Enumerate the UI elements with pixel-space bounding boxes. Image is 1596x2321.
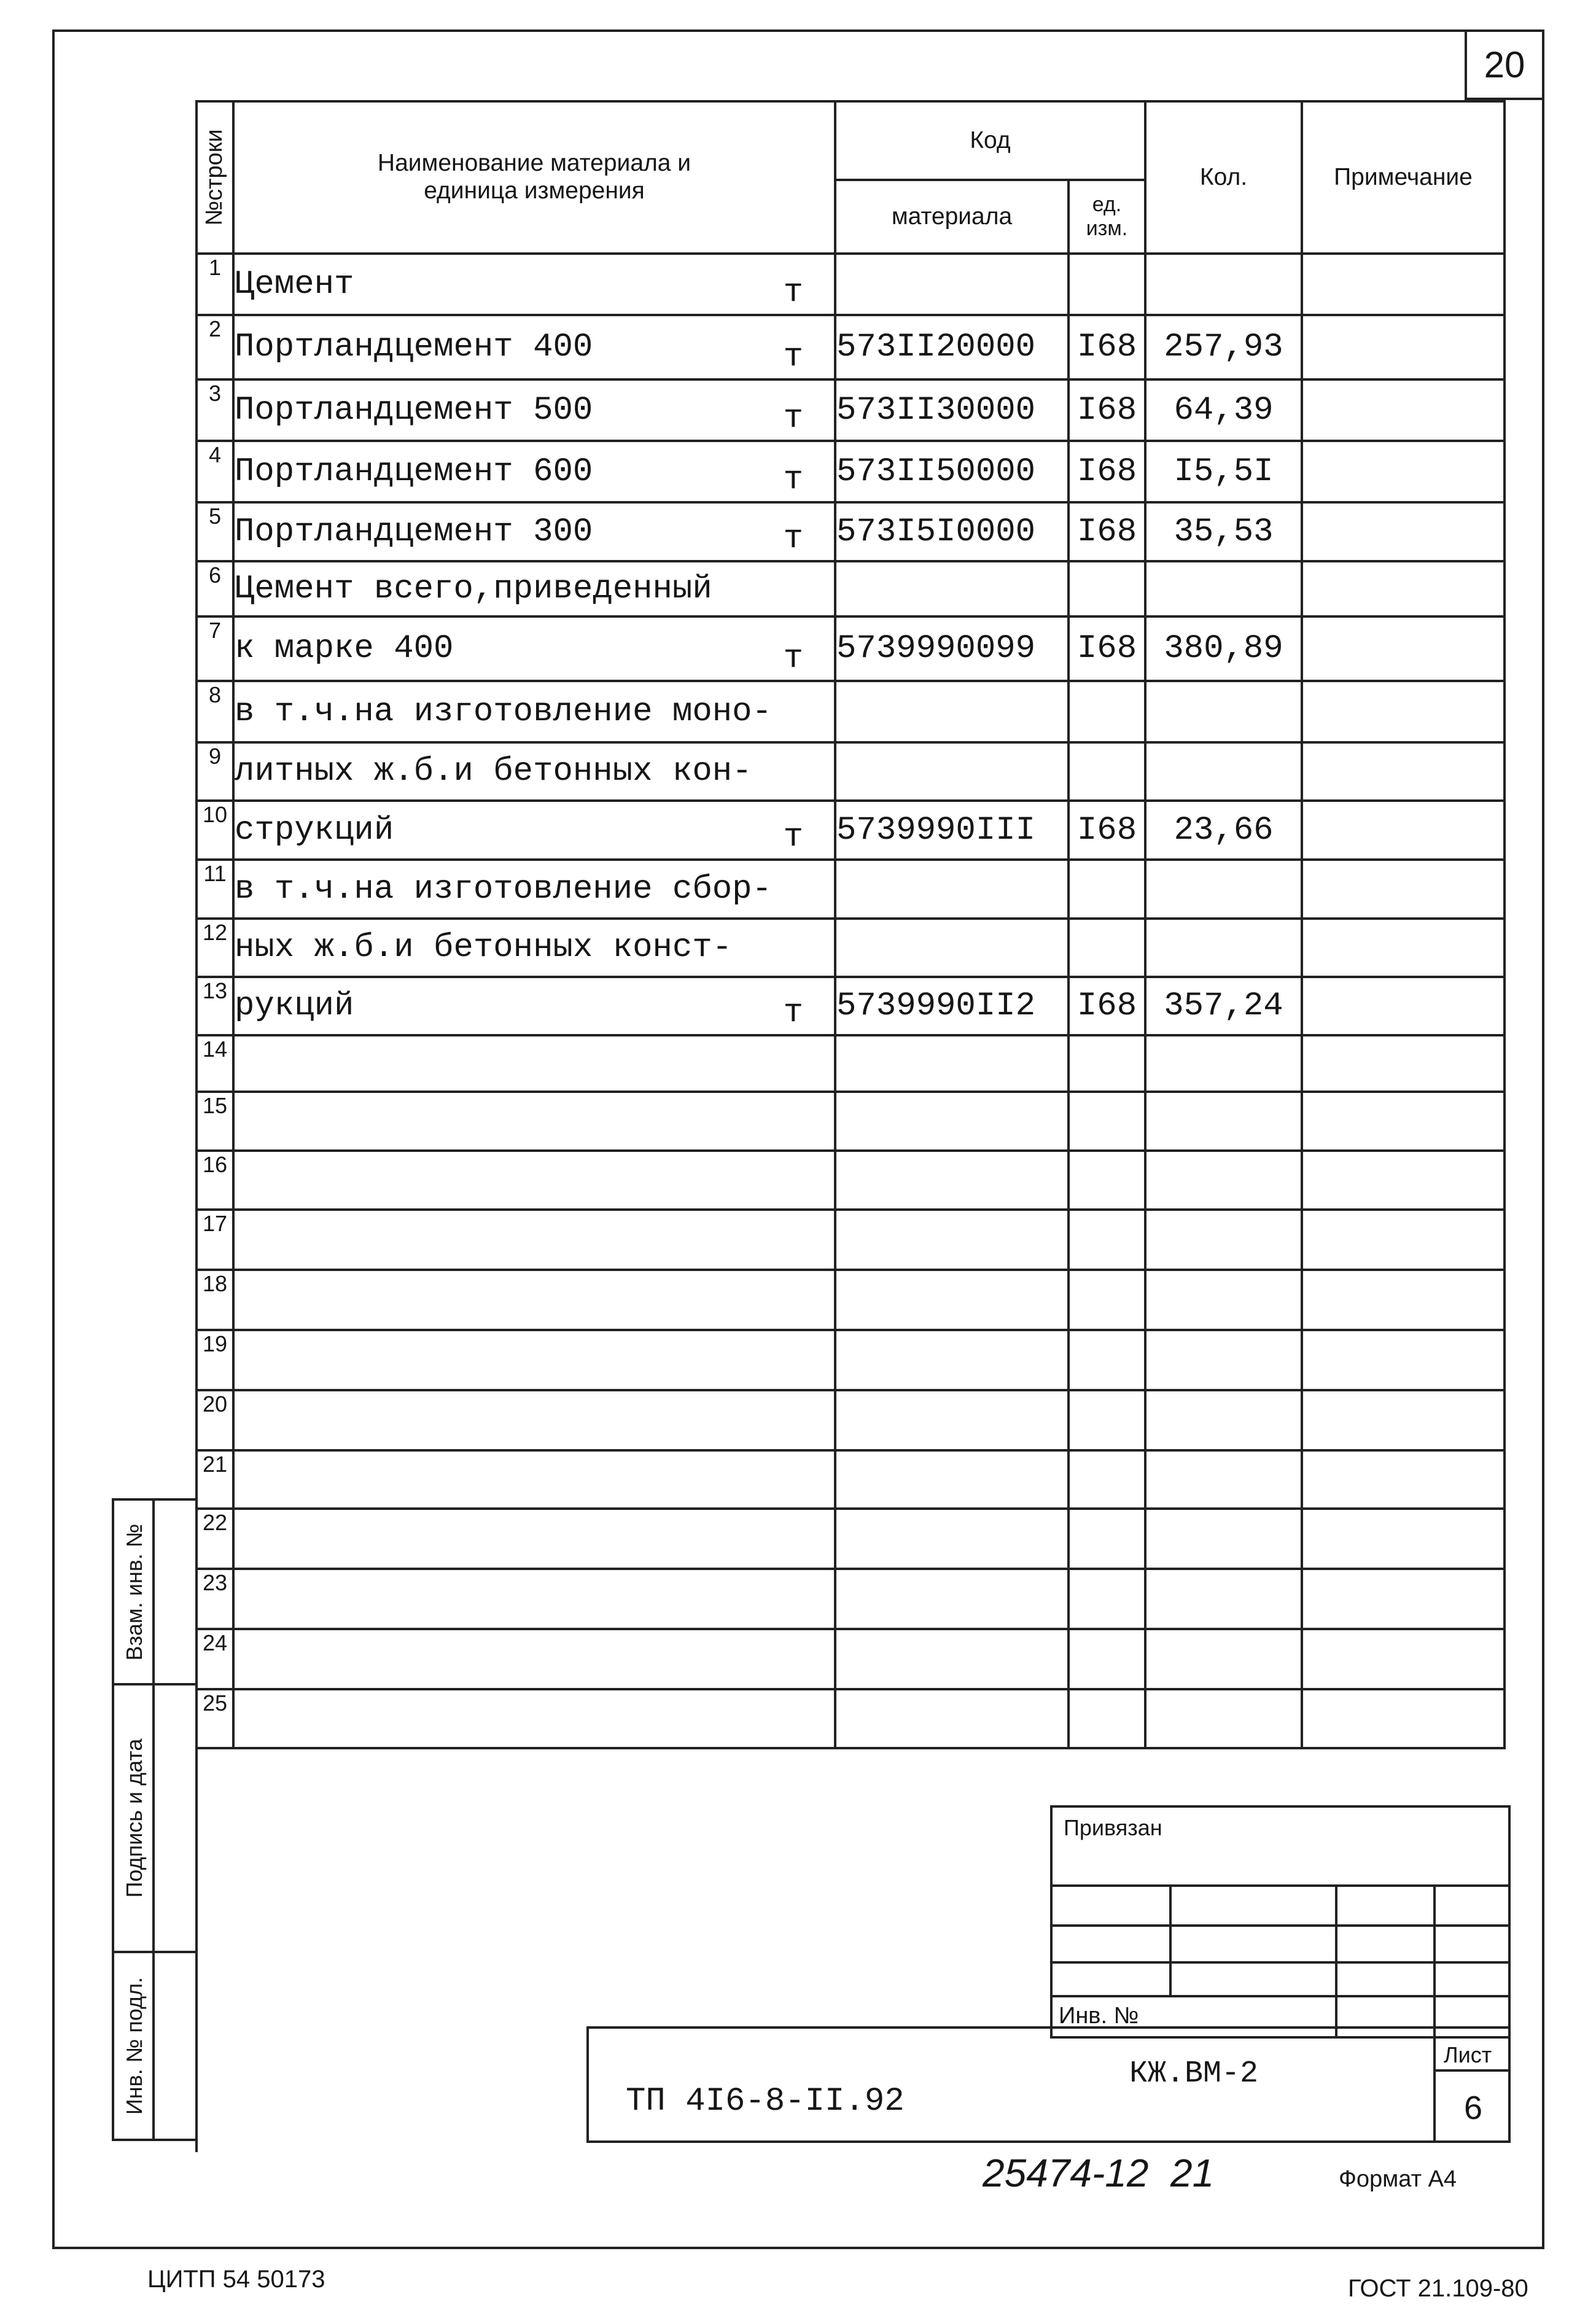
- unit-code: [1069, 254, 1145, 315]
- sheet-number-box: [1465, 29, 1544, 100]
- row-number: 16: [197, 1151, 233, 1210]
- material-name-text: к марке 400: [235, 630, 454, 667]
- quantity: 357,24: [1145, 977, 1302, 1035]
- table-row: [197, 379, 1505, 441]
- note-cell: [1302, 1210, 1505, 1270]
- material-name: [233, 801, 835, 860]
- material-code: [835, 1569, 1069, 1629]
- table-row: [197, 1689, 1505, 1748]
- material-name: [233, 1509, 835, 1569]
- table-row: [197, 860, 1505, 919]
- material-name: [233, 1569, 835, 1629]
- quantity: [1145, 1509, 1302, 1569]
- row-number: 18: [197, 1270, 233, 1330]
- row-number: 9: [197, 742, 233, 801]
- table-row: [197, 561, 1505, 616]
- note-cell: [1302, 860, 1505, 919]
- footer-left: ЦИТП 54 50173: [147, 2266, 325, 2293]
- inv-no-label: Инв. №: [1059, 2003, 1139, 2029]
- header-qty: Кол.: [1145, 101, 1302, 254]
- material-name: [233, 860, 835, 919]
- table-row: [197, 1210, 1505, 1270]
- quantity: 380,89: [1145, 616, 1302, 681]
- table-row: [197, 977, 1505, 1035]
- unit-letter: т: [783, 994, 803, 1032]
- material-code: [835, 742, 1069, 801]
- row-number: 19: [197, 1330, 233, 1390]
- sheet-top-number: 20: [1484, 44, 1525, 85]
- unit-code: [1069, 1092, 1145, 1151]
- note-cell: [1302, 801, 1505, 860]
- quantity: [1145, 860, 1302, 919]
- material-name-text: ных ж.б.и бетонных конст-: [235, 929, 733, 966]
- row-number: 12: [197, 919, 233, 977]
- table-row: [197, 1509, 1505, 1569]
- table-row: [197, 1035, 1505, 1092]
- unit-letter: т: [783, 274, 803, 311]
- row-number: 20: [197, 1390, 233, 1450]
- material-name: [233, 1210, 835, 1270]
- unit-code: [1069, 1629, 1145, 1689]
- quantity: [1145, 1092, 1302, 1151]
- note-cell: [1302, 502, 1505, 561]
- row-number: 23: [197, 1569, 233, 1629]
- material-code: 573II30000: [835, 379, 1069, 441]
- note-cell: [1302, 1509, 1505, 1569]
- unit-letter: т: [783, 400, 803, 437]
- note-cell: [1302, 379, 1505, 441]
- row-number: 1: [197, 254, 233, 315]
- material-name: [233, 1629, 835, 1689]
- header-rownum: №строки: [197, 101, 233, 254]
- note-cell: [1302, 919, 1505, 977]
- material-name: [233, 1270, 835, 1330]
- table-row: [197, 1092, 1505, 1151]
- note-cell: [1302, 681, 1505, 742]
- table-row: [197, 254, 1505, 315]
- unit-code: [1069, 1509, 1145, 1569]
- quantity: [1145, 254, 1302, 315]
- material-code: [835, 1035, 1069, 1092]
- note-cell: [1302, 441, 1505, 502]
- handwritten-number: 25474-12 21: [983, 2151, 1215, 2195]
- material-code: [835, 1151, 1069, 1210]
- unit-code: I68: [1069, 502, 1145, 561]
- unit-code: I68: [1069, 379, 1145, 441]
- material-name: [233, 1689, 835, 1748]
- quantity: [1145, 1689, 1302, 1748]
- note-cell: [1302, 1569, 1505, 1629]
- table-row: [197, 1330, 1505, 1390]
- note-cell: [1302, 616, 1505, 681]
- material-code: 573I5I0000: [835, 502, 1069, 561]
- unit-letter: т: [783, 818, 803, 856]
- header-name: Наименование материала и единица измерения: [233, 101, 835, 254]
- unit-code: [1069, 1569, 1145, 1629]
- material-name: [233, 441, 835, 502]
- quantity: 35,53: [1145, 502, 1302, 561]
- quantity: [1145, 1270, 1302, 1330]
- row-number: 22: [197, 1509, 233, 1569]
- quantity: [1145, 1210, 1302, 1270]
- row-number: 2: [197, 315, 233, 379]
- header-code: Код: [835, 101, 1145, 180]
- row-number: 8: [197, 681, 233, 742]
- note-cell: [1302, 1035, 1505, 1092]
- quantity: [1145, 1151, 1302, 1210]
- material-code: [835, 1509, 1069, 1569]
- unit-code: [1069, 681, 1145, 742]
- material-name: [233, 1450, 835, 1509]
- quantity: [1145, 919, 1302, 977]
- note-cell: [1302, 977, 1505, 1035]
- table-row: [197, 502, 1505, 561]
- note-cell: [1302, 1092, 1505, 1151]
- quantity: [1145, 1569, 1302, 1629]
- unit-letter: т: [783, 461, 803, 499]
- material-name-text: Цемент: [235, 265, 354, 303]
- doc-code: ТП 4I6-8-II.92: [626, 2083, 905, 2120]
- unit-code: [1069, 860, 1145, 919]
- row-number: 5: [197, 502, 233, 561]
- unit-code: [1069, 919, 1145, 977]
- unit-code: [1069, 1035, 1145, 1092]
- unit-code: [1069, 1689, 1145, 1748]
- material-code: [835, 919, 1069, 977]
- table-row: [197, 315, 1505, 379]
- material-name-text: Цемент всего,приведенный: [235, 570, 712, 608]
- unit-code: I68: [1069, 441, 1145, 502]
- material-code: [835, 1450, 1069, 1509]
- material-name: [233, 1390, 835, 1450]
- material-code: 573II50000: [835, 441, 1069, 502]
- row-number: 17: [197, 1210, 233, 1270]
- quantity: I5,5I: [1145, 441, 1302, 502]
- header-code-unit: ед. изм.: [1069, 180, 1145, 254]
- material-name-text: струкций: [235, 811, 394, 849]
- quantity: [1145, 681, 1302, 742]
- material-name: [233, 1151, 835, 1210]
- row-number: 13: [197, 977, 233, 1035]
- table-row: [197, 801, 1505, 860]
- unit-letter: т: [783, 640, 803, 677]
- table-row: [197, 1390, 1505, 1450]
- note-cell: [1302, 561, 1505, 616]
- material-name: [233, 1330, 835, 1390]
- material-name-text: Портландцемент 300: [235, 513, 593, 551]
- note-cell: [1302, 1629, 1505, 1689]
- material-name-text: литных ж.б.и бетонных кон-: [235, 753, 752, 790]
- note-cell: [1302, 1151, 1505, 1210]
- material-name-text: Портландцемент 400: [235, 329, 593, 366]
- row-number: 7: [197, 616, 233, 681]
- row-number: 10: [197, 801, 233, 860]
- quantity: [1145, 1629, 1302, 1689]
- header-note: Примечание: [1302, 101, 1505, 254]
- material-name: [233, 561, 835, 616]
- table-row: [197, 1629, 1505, 1689]
- format-label: Формат А4: [1339, 2166, 1457, 2192]
- quantity: [1145, 1035, 1302, 1092]
- privyazan-label: Привязан: [1064, 1815, 1162, 1840]
- material-name: [233, 1092, 835, 1151]
- material-name: [233, 742, 835, 801]
- material-name-text: Портландцемент 600: [235, 453, 593, 491]
- unit-letter: т: [783, 338, 803, 376]
- quantity: [1145, 1330, 1302, 1390]
- quantity: 64,39: [1145, 379, 1302, 441]
- quantity: 23,66: [1145, 801, 1302, 860]
- unit-code: I68: [1069, 315, 1145, 379]
- unit-code: [1069, 561, 1145, 616]
- quantity: [1145, 1450, 1302, 1509]
- table-row: [197, 1450, 1505, 1509]
- side-cell-inv-podl: Инв. № подл.: [112, 1951, 197, 2141]
- table-row: [197, 616, 1505, 681]
- material-name-text: в т.ч.на изготовление моно-: [235, 693, 772, 731]
- material-code: [835, 561, 1069, 616]
- side-cell-vzam: Взам. инв. №: [112, 1498, 197, 1685]
- material-name: [233, 502, 835, 561]
- material-code: [835, 1270, 1069, 1330]
- unit-code: [1069, 1270, 1145, 1330]
- material-name: [233, 254, 835, 315]
- note-cell: [1302, 1270, 1505, 1330]
- material-name: [233, 919, 835, 977]
- material-code: 5739990099: [835, 616, 1069, 681]
- material-code: [835, 1390, 1069, 1450]
- note-cell: [1302, 1689, 1505, 1748]
- table-row: [197, 1270, 1505, 1330]
- unit-code: I68: [1069, 616, 1145, 681]
- side-cell-podpis: Подпись и дата: [112, 1683, 197, 1953]
- quantity: 257,93: [1145, 315, 1302, 379]
- row-number: 4: [197, 441, 233, 502]
- material-code: 573II20000: [835, 315, 1069, 379]
- material-code: [835, 1330, 1069, 1390]
- row-number: 24: [197, 1629, 233, 1689]
- note-cell: [1302, 254, 1505, 315]
- unit-code: [1069, 1330, 1145, 1390]
- material-name: [233, 379, 835, 441]
- note-cell: [1302, 1450, 1505, 1509]
- material-name: [233, 977, 835, 1035]
- row-number: 14: [197, 1035, 233, 1092]
- note-cell: [1302, 742, 1505, 801]
- material-code: [835, 1629, 1069, 1689]
- inner-left-line: [195, 1744, 198, 2152]
- note-cell: [1302, 1390, 1505, 1450]
- note-cell: [1302, 315, 1505, 379]
- material-code: 5739990III: [835, 801, 1069, 860]
- doc-mark: КЖ.ВМ-2: [1129, 2056, 1259, 2091]
- quantity: [1145, 561, 1302, 616]
- material-name-text: Портландцемент 500: [235, 391, 593, 429]
- material-code: [835, 1210, 1069, 1270]
- material-name: [233, 315, 835, 379]
- unit-code: [1069, 1450, 1145, 1509]
- row-number: 15: [197, 1092, 233, 1151]
- table-row: [197, 1569, 1505, 1629]
- unit-code: [1069, 1390, 1145, 1450]
- material-code: [835, 1092, 1069, 1151]
- note-cell: [1302, 1330, 1505, 1390]
- material-code: [835, 860, 1069, 919]
- table-row: [197, 441, 1505, 502]
- unit-code: [1069, 1210, 1145, 1270]
- unit-letter: т: [783, 520, 803, 558]
- list-number: 6: [1464, 2090, 1483, 2126]
- row-number: 6: [197, 561, 233, 616]
- footer-right: ГОСТ 21.109-80: [1348, 2275, 1528, 2302]
- row-number: 25: [197, 1689, 233, 1748]
- row-number: 21: [197, 1450, 233, 1509]
- header-code-material: материала: [835, 180, 1069, 254]
- row-number: 11: [197, 860, 233, 919]
- table-row: [197, 919, 1505, 977]
- material-name: [233, 681, 835, 742]
- material-code: 5739990II2: [835, 977, 1069, 1035]
- row-number: 3: [197, 379, 233, 441]
- table-row: [197, 681, 1505, 742]
- material-name: [233, 1035, 835, 1092]
- material-name: [233, 616, 835, 681]
- unit-code: I68: [1069, 801, 1145, 860]
- title-block: [586, 2026, 1511, 2143]
- unit-code: [1069, 742, 1145, 801]
- privyazan-block: [1050, 1805, 1511, 2039]
- material-name-text: в т.ч.на изготовление сбор-: [235, 870, 772, 908]
- quantity: [1145, 742, 1302, 801]
- material-code: [835, 1689, 1069, 1748]
- quantity: [1145, 1390, 1302, 1450]
- material-name-text: рукций: [235, 987, 354, 1025]
- list-label: Лист: [1444, 2042, 1492, 2067]
- table-row: [197, 1151, 1505, 1210]
- unit-code: [1069, 1151, 1145, 1210]
- table-row: [197, 742, 1505, 801]
- unit-code: I68: [1069, 977, 1145, 1035]
- material-code: [835, 254, 1069, 315]
- material-spec-table: [195, 100, 1506, 1749]
- material-code: [835, 681, 1069, 742]
